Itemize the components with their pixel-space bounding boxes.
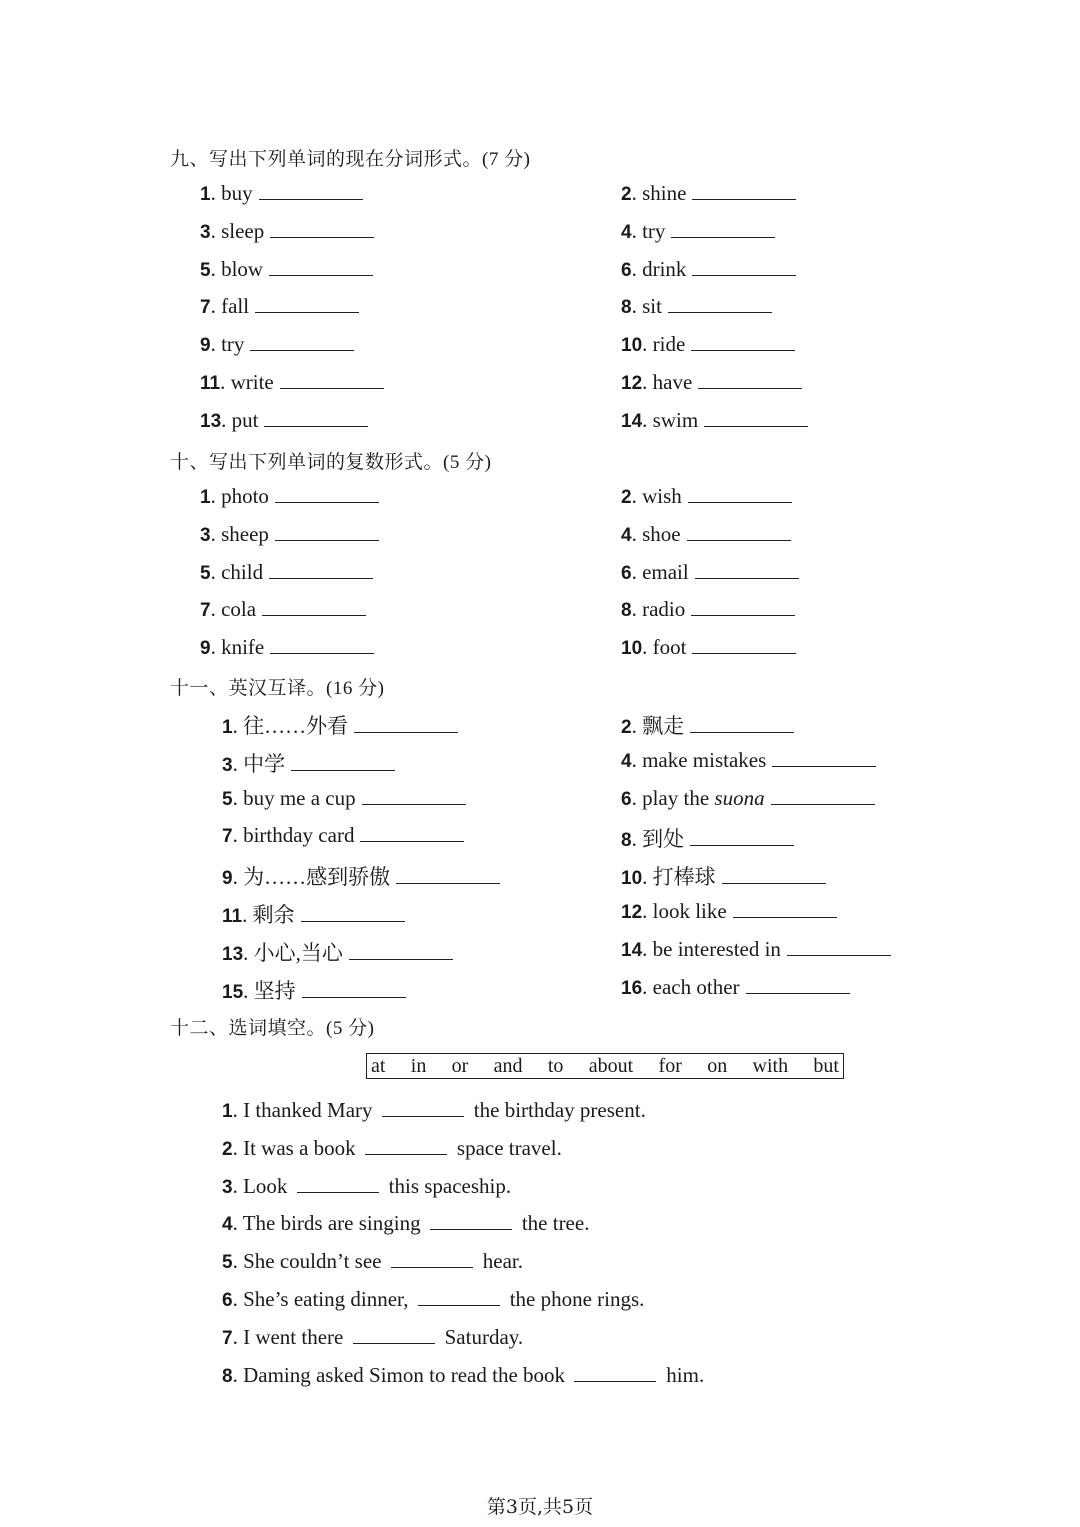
sentence-number: 7 — [222, 1327, 233, 1349]
item-word: be interested in — [652, 936, 781, 961]
answer-blank[interactable] — [354, 714, 458, 733]
exercise-item: 7. birthday card — [222, 823, 464, 848]
exercise-item: 11. write — [200, 370, 384, 395]
sentence-number: 1 — [222, 1101, 233, 1122]
fill-sentence: 7. I went there Saturday. — [222, 1324, 524, 1349]
answer-blank[interactable] — [722, 865, 826, 884]
item-word: 剩余 — [252, 903, 295, 927]
item-number: 7 — [200, 600, 211, 622]
item-number: 13 — [222, 943, 244, 965]
item-number: 10 — [621, 638, 643, 660]
exercise-item: 13. put — [200, 408, 368, 433]
word-bank-option: about — [588, 1054, 634, 1077]
exercise-item: 12. have — [621, 370, 802, 395]
answer-blank[interactable] — [275, 484, 379, 503]
item-number: 1 — [200, 184, 211, 205]
sentence-number: 4 — [222, 1214, 233, 1236]
exercise-item: 4. try — [621, 219, 775, 244]
answer-blank[interactable] — [668, 294, 772, 313]
item-word-italic: suona — [709, 785, 765, 810]
item-word: have — [652, 370, 693, 394]
item-number: 9 — [200, 335, 211, 357]
item-word: 中学 — [243, 751, 286, 776]
exercise-item: 16. each other — [621, 975, 850, 1000]
answer-blank[interactable] — [255, 294, 359, 313]
item-number: 3 — [222, 754, 233, 776]
exercise-item: 9. 为……感到骄傲 — [222, 861, 500, 891]
answer-blank[interactable] — [270, 635, 374, 654]
word-bank-option: in — [410, 1054, 427, 1077]
item-number: 14 — [621, 939, 643, 961]
fill-sentence: 5. She couldn’t see hear. — [222, 1249, 523, 1274]
answer-blank[interactable] — [746, 975, 850, 994]
item-word: shine — [642, 181, 687, 205]
item-word: put — [231, 407, 259, 432]
section-11-heading: 十一、英汉互译。(16 分) — [170, 677, 385, 699]
answer-blank[interactable] — [690, 714, 794, 733]
item-number: 3 — [200, 524, 211, 546]
exercise-item: 4. make mistakes — [621, 748, 876, 773]
item-number: 2 — [621, 717, 632, 738]
exercise-item: 1. 往……外看 — [222, 710, 458, 740]
answer-blank[interactable] — [291, 752, 395, 771]
word-bank-option: to — [547, 1054, 564, 1077]
word-bank-option: with — [752, 1054, 789, 1077]
word-bank — [366, 1053, 844, 1079]
answer-blank[interactable] — [574, 1363, 656, 1382]
answer-blank[interactable] — [691, 597, 795, 616]
sentence-before: I thanked Mary — [243, 1098, 378, 1122]
word-bank-option: at — [371, 1054, 386, 1077]
item-number: 13 — [200, 410, 222, 432]
answer-blank[interactable] — [297, 1174, 379, 1193]
exercise-item: 7. cola — [200, 597, 366, 622]
item-word: sit — [642, 294, 662, 319]
sentence-number: 8 — [222, 1365, 233, 1387]
item-number: 9 — [222, 868, 233, 890]
item-number: 10 — [621, 335, 643, 357]
page-footer: 第3页,共5页 — [486, 1496, 594, 1518]
exercise-item: 3. sheep — [200, 522, 379, 547]
sentence-after: Saturday. — [444, 1324, 524, 1349]
answer-blank[interactable] — [362, 786, 466, 805]
answer-blank[interactable] — [264, 408, 368, 427]
sentence-number: 3 — [222, 1176, 233, 1198]
exercise-item: 10. 打棒球 — [621, 861, 826, 891]
item-number: 1 — [222, 717, 233, 738]
item-number: 3 — [200, 221, 211, 243]
item-number: 7 — [222, 826, 233, 848]
section-9-heading: 九、写出下列单词的现在分词形式。(7 分) — [170, 148, 531, 170]
item-number: 8 — [621, 600, 632, 622]
answer-blank[interactable] — [391, 1249, 473, 1268]
answer-blank[interactable] — [349, 941, 453, 960]
exercise-item: 12. look like — [621, 899, 837, 924]
answer-blank[interactable] — [275, 522, 379, 541]
item-number: 4 — [621, 524, 632, 546]
answer-blank[interactable] — [695, 560, 799, 579]
answer-blank[interactable] — [269, 560, 373, 579]
fill-sentence: 4. The birds are singing the tree. — [222, 1211, 590, 1236]
item-number: 4 — [621, 221, 632, 243]
item-word: each other — [652, 974, 740, 999]
item-number: 5 — [200, 562, 211, 584]
sentence-before: She’s eating dinner, — [243, 1287, 414, 1311]
exercise-item: 15. 坚持 — [222, 975, 406, 1005]
item-word: 打棒球 — [652, 865, 716, 890]
answer-blank[interactable] — [787, 937, 891, 956]
exercise-item: 1. buy — [200, 181, 363, 206]
answer-blank[interactable] — [353, 1325, 435, 1344]
item-word: sleep — [221, 218, 265, 243]
item-word: drink — [642, 256, 687, 281]
answer-blank[interactable] — [250, 332, 354, 351]
answer-blank[interactable] — [772, 748, 876, 767]
sentence-before: Daming asked Simon to read the book — [243, 1362, 571, 1387]
section-12-heading: 十二、选词填空。(5 分) — [170, 1017, 375, 1039]
sentence-number: 5 — [222, 1252, 233, 1274]
exercise-item: 2. wish — [621, 484, 792, 509]
sentence-before: It was a book — [243, 1135, 361, 1160]
sentence-after: him. — [666, 1362, 705, 1387]
item-word: swim — [652, 407, 699, 432]
answer-blank[interactable] — [259, 181, 363, 200]
exercise-item: 8. 到处 — [621, 823, 794, 853]
exercise-item: 1. photo — [200, 484, 379, 509]
fill-sentence: 1. I thanked Mary the birthday present. — [222, 1098, 646, 1122]
item-number: 11 — [222, 906, 243, 927]
item-number: 6 — [621, 259, 632, 281]
answer-blank[interactable] — [396, 865, 500, 884]
item-word: fall — [221, 294, 250, 319]
fill-sentence: 3. Look this spaceship. — [222, 1173, 512, 1198]
item-word: cola — [221, 597, 257, 622]
sentence-after: hear. — [482, 1249, 523, 1274]
exercise-item: 6. play the suona — [621, 786, 875, 811]
exercise-item: 6. drink — [621, 257, 796, 282]
item-word: ride — [652, 332, 686, 357]
item-number: 12 — [621, 902, 643, 923]
item-word: write — [230, 370, 274, 394]
item-word: photo — [221, 484, 269, 508]
exercise-item: 11. 剩余 — [222, 899, 405, 929]
word-bank-option: but — [813, 1054, 839, 1077]
item-word: play the — [642, 785, 710, 810]
exercise-item: 3. 中学 — [222, 748, 395, 778]
item-word: try — [221, 332, 245, 357]
exercise-item: 8. radio — [621, 597, 795, 622]
item-word: birthday card — [243, 823, 355, 848]
word-bank-option: or — [451, 1054, 469, 1077]
answer-blank[interactable] — [687, 522, 791, 541]
item-number: 16 — [621, 977, 643, 999]
answer-blank[interactable] — [270, 219, 374, 238]
item-number: 8 — [621, 830, 632, 852]
item-number: 4 — [621, 750, 632, 772]
exercise-item: 5. blow — [200, 257, 373, 282]
answer-blank[interactable] — [302, 979, 406, 998]
answer-blank[interactable] — [671, 219, 775, 238]
item-number: 1 — [200, 487, 211, 508]
item-word: 为……感到骄傲 — [243, 865, 391, 890]
exercise-item: 6. email — [621, 560, 799, 585]
answer-blank[interactable] — [418, 1287, 500, 1306]
answer-blank[interactable] — [365, 1136, 447, 1155]
item-number: 6 — [621, 788, 632, 810]
item-word: 坚持 — [253, 978, 296, 1003]
item-word: 小心,当心 — [253, 940, 343, 965]
exercise-item: 3. sleep — [200, 219, 374, 244]
item-number: 5 — [200, 259, 211, 281]
answer-blank[interactable] — [688, 484, 792, 503]
answer-blank[interactable] — [692, 635, 796, 654]
exercise-item: 2. 飘走 — [621, 710, 794, 740]
fill-sentence: 2. It was a book space travel. — [222, 1135, 562, 1160]
item-word: 到处 — [642, 827, 685, 852]
section-10-heading: 十、写出下列单词的复数形式。(5 分) — [170, 451, 492, 473]
exercise-item: 7. fall — [200, 294, 359, 319]
answer-blank[interactable] — [698, 370, 802, 389]
sentence-before: I went there — [243, 1324, 349, 1349]
sentence-after: the birthday present. — [473, 1098, 646, 1122]
item-number: 5 — [222, 788, 233, 810]
item-number: 7 — [200, 297, 211, 319]
word-bank-option: and — [493, 1054, 523, 1077]
sentence-after: the tree. — [521, 1211, 590, 1236]
answer-blank[interactable] — [692, 257, 796, 276]
answer-blank[interactable] — [691, 332, 795, 351]
item-number: 14 — [621, 410, 643, 432]
sentence-after: space travel. — [456, 1135, 562, 1160]
item-word: knife — [221, 635, 265, 660]
answer-blank[interactable] — [692, 181, 796, 200]
item-number: 2 — [621, 487, 632, 508]
answer-blank[interactable] — [704, 408, 808, 427]
item-word: 往……外看 — [243, 714, 349, 738]
exercise-item: 5. buy me a cup — [222, 786, 466, 811]
fill-sentence: 8. Daming asked Simon to read the book him. — [222, 1362, 705, 1387]
item-number: 6 — [621, 562, 632, 584]
exercise-item: 9. try — [200, 332, 354, 357]
item-number: 10 — [621, 868, 643, 890]
exercise-item: 14. be interested in — [621, 937, 891, 962]
item-number: 12 — [621, 373, 643, 394]
item-word: email — [642, 559, 689, 584]
exercise-item: 13. 小心,当心 — [222, 937, 453, 967]
item-word: buy — [221, 181, 253, 205]
item-word: buy me a cup — [243, 785, 356, 810]
sentence-number: 2 — [222, 1138, 233, 1160]
sentence-before: The birds are singing — [242, 1211, 426, 1236]
exercise-item: 10. foot — [621, 635, 796, 660]
item-number: 2 — [621, 184, 632, 205]
item-number: 15 — [222, 981, 244, 1003]
item-number: 9 — [200, 638, 211, 660]
item-word: try — [642, 218, 666, 243]
answer-blank[interactable] — [280, 370, 384, 389]
answer-blank[interactable] — [382, 1098, 464, 1117]
item-word: wish — [642, 484, 682, 508]
word-bank-option: for — [658, 1054, 682, 1077]
answer-blank[interactable] — [690, 827, 794, 846]
word-bank-option: on — [707, 1054, 728, 1077]
exercise-item: 8. sit — [621, 294, 772, 319]
exercise-item: 5. child — [200, 560, 373, 585]
item-word: child — [221, 559, 264, 584]
fill-sentence: 6. She’s eating dinner, the phone rings. — [222, 1287, 645, 1311]
item-word: 飘走 — [642, 714, 685, 738]
item-word: look like — [652, 899, 727, 923]
sentence-before: She couldn’t see — [243, 1249, 387, 1274]
item-word: blow — [221, 256, 264, 281]
exercise-item: 9. knife — [200, 635, 374, 660]
answer-blank[interactable] — [269, 257, 373, 276]
item-word: shoe — [642, 521, 681, 546]
answer-blank[interactable] — [262, 597, 366, 616]
sentence-before: Look — [243, 1173, 293, 1198]
item-number: 11 — [200, 373, 221, 394]
answer-blank[interactable] — [360, 823, 464, 842]
exercise-item: 2. shine — [621, 181, 796, 206]
answer-blank[interactable] — [301, 903, 405, 922]
sentence-number: 6 — [222, 1290, 233, 1311]
item-word: sheep — [221, 521, 269, 546]
sentence-after: this spaceship. — [388, 1173, 512, 1198]
item-number: 8 — [621, 297, 632, 319]
answer-blank[interactable] — [771, 786, 875, 805]
answer-blank[interactable] — [733, 899, 837, 918]
sentence-after: the phone rings. — [509, 1287, 645, 1311]
exercise-item: 14. swim — [621, 408, 808, 433]
item-word: make mistakes — [642, 747, 767, 772]
exercise-item: 4. shoe — [621, 522, 791, 547]
item-word: foot — [652, 635, 687, 660]
answer-blank[interactable] — [430, 1211, 512, 1230]
item-word: radio — [642, 597, 686, 622]
exercise-item: 10. ride — [621, 332, 795, 357]
